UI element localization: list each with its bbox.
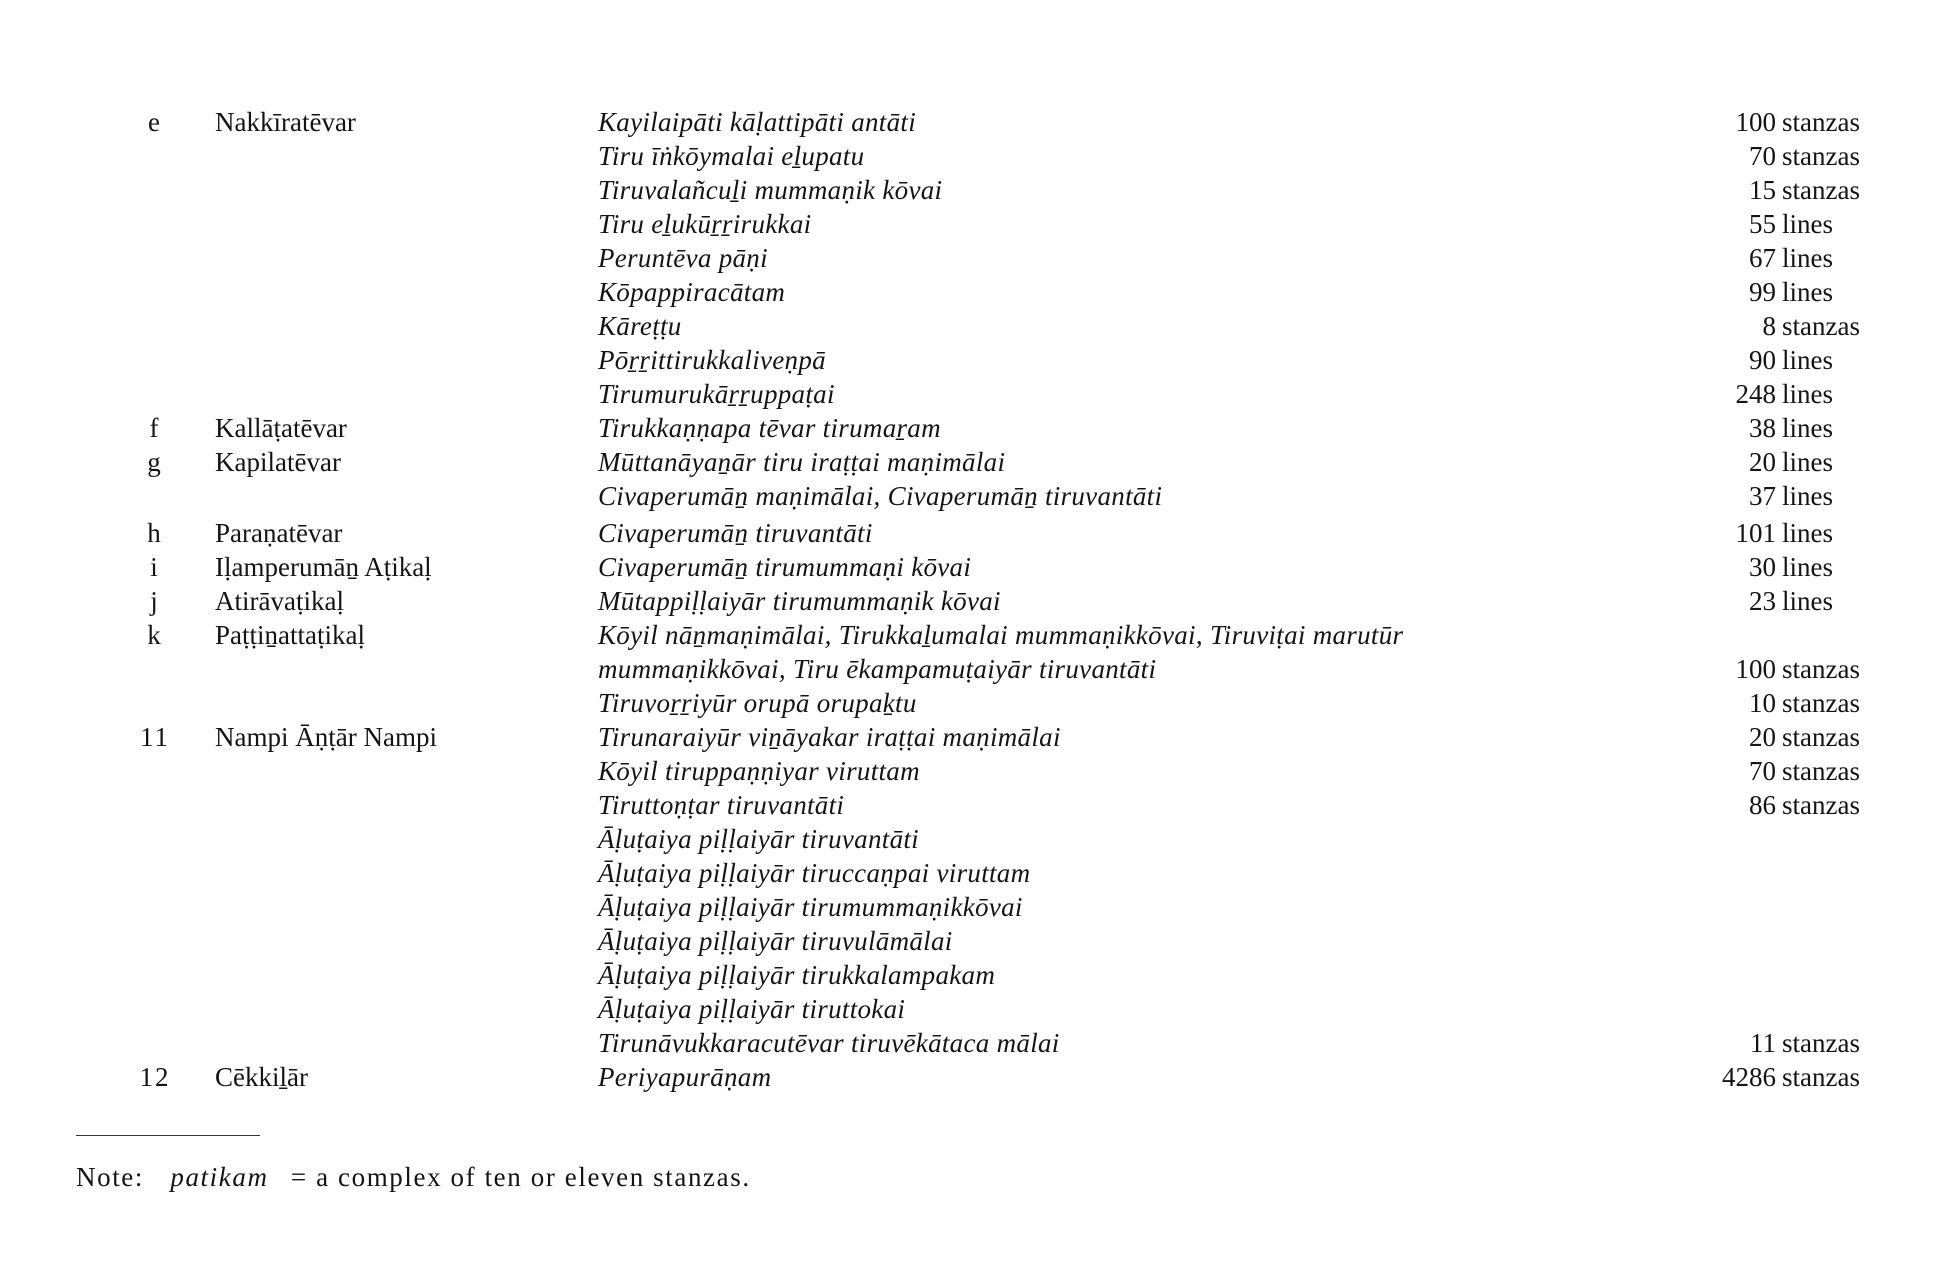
extent-unit: stanzas [1782, 175, 1860, 205]
extent-count: 86 [1749, 790, 1776, 820]
work-title: Kōyil tiruppaṇṇiyar viruttam [598, 756, 920, 786]
extent-unit: lines [1782, 243, 1833, 273]
table-row [0, 1060, 1954, 1094]
extent-count: 8 [1762, 311, 1776, 341]
extent-count: 30 [1749, 552, 1776, 582]
work-title: Kayilaipāti kāḷattipāti antāti [598, 107, 916, 137]
work-title: Pōṟṟittirukkaliveṇpā [598, 345, 826, 375]
table-row [0, 618, 1954, 652]
entry-number: f [149, 413, 161, 443]
extent-unit: stanzas [1782, 311, 1860, 341]
table-row [0, 856, 1954, 890]
footnote [76, 1162, 751, 1193]
extent-unit: lines [1782, 518, 1833, 548]
table-row [0, 958, 1954, 992]
footnote-label: Note: [76, 1162, 144, 1192]
table-row [0, 550, 1954, 584]
extent-unit: lines [1782, 345, 1833, 375]
table-row [0, 411, 1954, 445]
table-row [0, 924, 1954, 958]
extent-count: 90 [1749, 345, 1776, 375]
extent [1700, 686, 1890, 720]
extent [1700, 309, 1890, 343]
extent-unit: lines [1782, 379, 1833, 409]
table-row [0, 788, 1954, 822]
extent-count: 101 [1735, 518, 1776, 548]
entry-number: 12 [139, 1062, 171, 1092]
table-row [0, 516, 1954, 550]
extent [1700, 139, 1890, 173]
work-title: Kōyil nāṉmaṇimālai, Tirukkaḻumalai mummaṇikkōvai, Tiruviṭai marutūr [598, 620, 1404, 650]
works-table [0, 105, 1954, 1094]
extent-unit: lines [1782, 413, 1833, 443]
extent [1700, 377, 1890, 411]
extent-unit: stanzas [1782, 756, 1860, 786]
extent [1700, 958, 1890, 992]
extent [1700, 516, 1890, 550]
work-title: Tirunaraiyūr viṉāyakar iraṭṭai maṇimālai [598, 722, 1061, 752]
work-title: Tiru eḻukūṟṟirukkai [598, 209, 812, 239]
extent [1700, 105, 1890, 139]
work-title: Āḷuṭaiya piḷḷaiyār tirukkalampakam [598, 960, 996, 990]
table-row [0, 173, 1954, 207]
extent [1700, 1060, 1890, 1094]
table-row [0, 992, 1954, 1026]
extent-unit: stanzas [1782, 1062, 1860, 1092]
extent-unit: stanzas [1782, 107, 1860, 137]
extent-count: 15 [1749, 175, 1776, 205]
work-title: Tirumurukāṟṟuppaṭai [598, 379, 835, 409]
work-title: Tirunāvukkaracutēvar tiruvēkātaca mālai [598, 1028, 1060, 1058]
work-title: Tiruttoṇṭar tiruvantāti [598, 790, 845, 820]
table-row [0, 139, 1954, 173]
work-title: Mūttanāyaṉār tiru iraṭṭai maṇimālai [598, 447, 1006, 477]
table-row [0, 822, 1954, 856]
extent-unit: stanzas [1782, 654, 1860, 684]
extent [1700, 584, 1890, 618]
author-name: Paṭṭiṉattaṭikaḷ [215, 620, 365, 650]
work-title: Civaperumāṉ tirumummaṇi kōvai [598, 552, 972, 582]
extent-count: 11 [1750, 1028, 1776, 1058]
extent-count: 70 [1749, 756, 1776, 786]
extent-count: 55 [1749, 209, 1776, 239]
work-title: Mūtappiḷḷaiyār tirumummaṇik kōvai [598, 586, 1001, 616]
extent [1700, 173, 1890, 207]
author-name: Atirāvaṭikaḷ [215, 586, 344, 616]
table-row [0, 686, 1954, 720]
work-title: Tiruvoṟṟiyūr orupā orupaḵtu [598, 688, 917, 718]
extent-unit: stanzas [1782, 790, 1860, 820]
extent-unit: stanzas [1782, 688, 1860, 718]
table-row [0, 584, 1954, 618]
work-title: Civaperumāṉ tiruvantāti [598, 518, 873, 548]
extent-count: 20 [1749, 447, 1776, 477]
author-name: Kapilatēvar [215, 447, 341, 477]
extent [1700, 445, 1890, 479]
extent [1700, 890, 1890, 924]
extent-unit: stanzas [1782, 141, 1860, 171]
extent-count: 67 [1749, 243, 1776, 273]
extent [1700, 822, 1890, 856]
table-row [0, 105, 1954, 139]
table-row [0, 445, 1954, 479]
table-row [0, 479, 1954, 513]
table-row [0, 652, 1954, 686]
work-title: Āḷuṭaiya piḷḷaiyār tirumummaṇikkōvai [598, 892, 1023, 922]
extent-count: 70 [1749, 141, 1776, 171]
extent [1700, 411, 1890, 445]
extent-unit: lines [1782, 552, 1833, 582]
entry-number: k [147, 620, 163, 650]
entry-number: e [148, 107, 162, 137]
extent [1700, 241, 1890, 275]
table-row [0, 1026, 1954, 1060]
extent-count: 37 [1749, 481, 1776, 511]
extent-count: 248 [1735, 379, 1776, 409]
author-name: Nakkīratēvar [215, 107, 356, 137]
author-name: Paraṇatēvar [215, 518, 343, 548]
work-title: Āḷuṭaiya piḷḷaiyār tiruttokai [598, 994, 906, 1024]
footnote-definition: = a complex of ten or eleven stanzas. [290, 1162, 751, 1192]
extent-count: 23 [1749, 586, 1776, 616]
extent-count: 100 [1735, 107, 1776, 137]
work-title: Kōpappiracātam [598, 277, 786, 307]
entry-number: h [147, 518, 163, 548]
extent-count: 10 [1749, 688, 1776, 718]
work-title: Āḷuṭaiya piḷḷaiyār tiruccaṇpai viruttam [598, 858, 1031, 888]
work-title: Tirukkaṇṇapa tēvar tirumaṟam [598, 413, 941, 443]
extent-unit: lines [1782, 277, 1833, 307]
footnote-term: patikam [170, 1162, 269, 1192]
table-row [0, 890, 1954, 924]
extent-count: 100 [1735, 654, 1776, 684]
extent-count: 4286 [1722, 1062, 1776, 1092]
table-row [0, 275, 1954, 309]
extent [1700, 479, 1890, 513]
extent-unit: lines [1782, 586, 1833, 616]
extent-count: 38 [1749, 413, 1776, 443]
work-title: Āḷuṭaiya piḷḷaiyār tiruvulāmālai [598, 926, 953, 956]
entry-number: g [147, 447, 163, 477]
author-name: Kallāṭatēvar [215, 413, 347, 443]
work-title: Tiruvalañcuḻi mummaṇik kōvai [598, 175, 943, 205]
extent-unit: stanzas [1782, 722, 1860, 752]
table-row [0, 720, 1954, 754]
extent [1700, 207, 1890, 241]
author-name: Nampi Āṇṭār Nampi [215, 722, 437, 752]
extent [1700, 788, 1890, 822]
work-title: Peruntēva pāṇi [598, 243, 768, 273]
work-title: Civaperumāṉ maṇimālai, Civaperumāṉ tiruvantāti [598, 481, 1163, 511]
entry-number: j [150, 586, 160, 616]
work-title: mummaṇikkōvai, Tiru ēkampamuṭaiyār tiruvantāti [598, 654, 1157, 684]
entry-number: i [150, 552, 160, 582]
author-name: Cēkkiḻār [215, 1062, 308, 1092]
extent [1700, 720, 1890, 754]
table-row [0, 241, 1954, 275]
extent [1700, 550, 1890, 584]
extent-count: 20 [1749, 722, 1776, 752]
extent-unit: lines [1782, 481, 1833, 511]
extent [1700, 652, 1890, 686]
table-row [0, 754, 1954, 788]
extent-count: 99 [1749, 277, 1776, 307]
work-title: Tiru īṅkōymalai eḻupatu [598, 141, 865, 171]
extent [1700, 1026, 1890, 1060]
extent-unit: stanzas [1782, 1028, 1860, 1058]
footnote-rule [76, 1135, 260, 1136]
extent [1700, 992, 1890, 1026]
author-name: Iḷamperumāṉ Aṭikaḷ [215, 552, 432, 582]
extent [1700, 856, 1890, 890]
extent [1700, 275, 1890, 309]
table-row [0, 207, 1954, 241]
extent-unit: lines [1782, 209, 1833, 239]
work-title: Periyapurāṇam [598, 1062, 772, 1092]
extent [1700, 924, 1890, 958]
entry-number: 11 [140, 722, 170, 752]
extent-unit: lines [1782, 447, 1833, 477]
extent [1700, 618, 1890, 652]
extent [1700, 343, 1890, 377]
table-row [0, 309, 1954, 343]
work-title: Kāreṭṭu [598, 311, 682, 341]
extent [1700, 754, 1890, 788]
work-title: Āḷuṭaiya piḷḷaiyār tiruvantāti [598, 824, 919, 854]
table-row [0, 343, 1954, 377]
table-row [0, 377, 1954, 411]
